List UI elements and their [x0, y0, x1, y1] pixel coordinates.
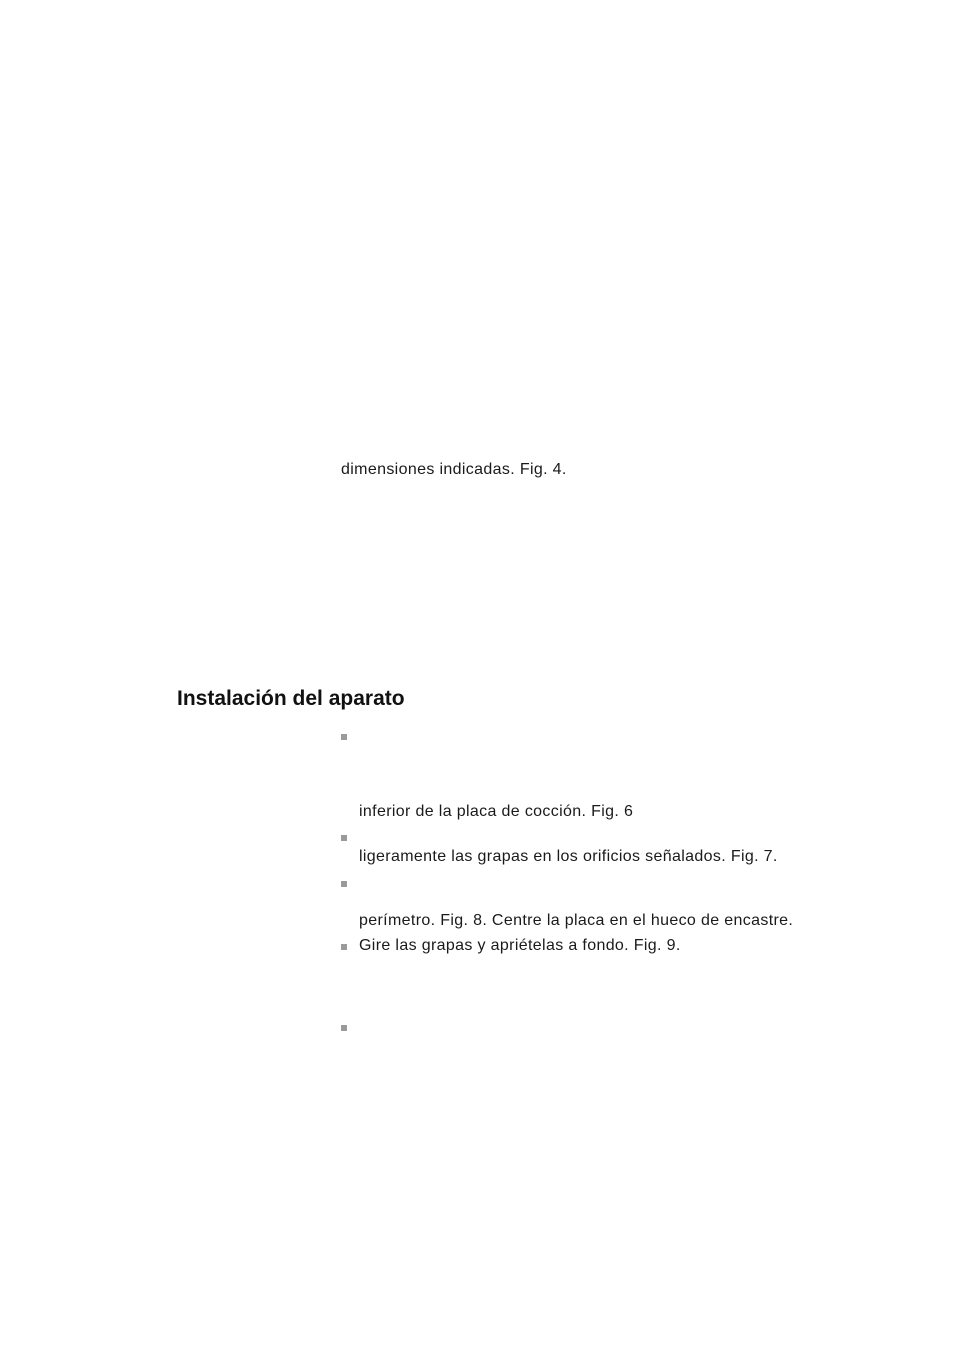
square-bullet-icon: [341, 881, 347, 887]
square-bullet-icon: [341, 1025, 347, 1031]
intro-text-line: dimensiones indicadas. Fig. 4.: [341, 461, 567, 478]
square-bullet-icon: [341, 734, 347, 740]
list-item-text: inferior de la placa de cocción. Fig. 6: [359, 803, 634, 820]
square-bullet-icon: [341, 944, 347, 950]
list-item-text: Gire las grapas y apriételas a fondo. Fig. 9.: [359, 937, 681, 954]
section-heading: Instalación del aparato: [177, 687, 405, 710]
list-item-text: perímetro. Fig. 8. Centre la placa en el hueco de encastre.: [359, 912, 794, 929]
square-bullet-icon: [341, 835, 347, 841]
list-item-text: ligeramente las grapas en los orificios señalados. Fig. 7.: [359, 848, 778, 865]
